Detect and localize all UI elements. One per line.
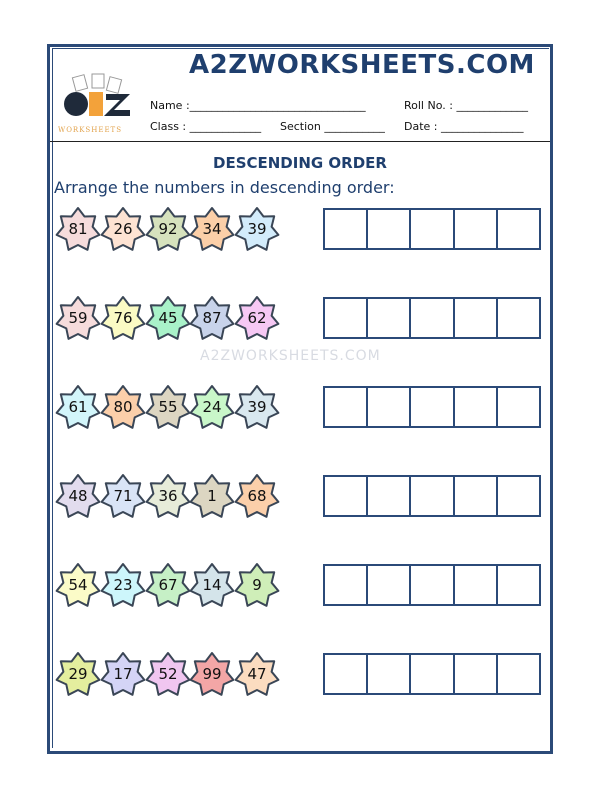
answer-box[interactable] — [325, 388, 368, 426]
number-star — [188, 650, 236, 698]
star-number: 67 — [158, 576, 178, 594]
number-star — [99, 650, 147, 698]
answer-boxes — [323, 386, 541, 428]
number-star — [233, 205, 281, 253]
instruction: Arrange the numbers in descending order: — [54, 178, 395, 197]
star-number: 14 — [202, 576, 222, 594]
answer-box[interactable] — [455, 566, 498, 604]
star-number: 48 — [68, 487, 88, 505]
answer-box[interactable] — [498, 477, 539, 515]
name-field[interactable]: Name :________________________________ — [150, 99, 366, 112]
answer-box[interactable] — [498, 299, 539, 337]
answer-box[interactable] — [455, 210, 498, 248]
answer-boxes — [323, 297, 541, 339]
number-star — [54, 205, 102, 253]
number-star — [99, 383, 147, 431]
answer-box[interactable] — [498, 655, 539, 693]
answer-box[interactable] — [368, 655, 411, 693]
answer-box[interactable] — [411, 477, 454, 515]
a2z-logo — [58, 72, 136, 126]
answer-box[interactable] — [498, 388, 539, 426]
answer-box[interactable] — [411, 655, 454, 693]
watermark: A2ZWORKSHEETS.COM — [200, 348, 381, 364]
number-star — [144, 561, 192, 609]
number-star — [54, 650, 102, 698]
answer-box[interactable] — [455, 477, 498, 515]
answer-boxes — [323, 653, 541, 695]
answer-box[interactable] — [368, 388, 411, 426]
answer-box[interactable] — [498, 210, 539, 248]
number-star — [99, 561, 147, 609]
star-number: 26 — [113, 220, 133, 238]
answer-box[interactable] — [411, 388, 454, 426]
star-number: 59 — [68, 309, 88, 327]
star-number: 36 — [158, 487, 178, 505]
answer-boxes — [323, 475, 541, 517]
answer-box[interactable] — [325, 477, 368, 515]
answer-box[interactable] — [411, 566, 454, 604]
star-number: 61 — [68, 398, 88, 416]
star-number: 39 — [247, 398, 267, 416]
number-star — [54, 383, 102, 431]
number-star — [233, 383, 281, 431]
star-number: 76 — [113, 309, 133, 327]
answer-box[interactable] — [325, 655, 368, 693]
site-title: A2ZWORKSHEETS.COM — [189, 50, 535, 80]
answer-box[interactable] — [411, 210, 454, 248]
answer-box[interactable] — [325, 299, 368, 337]
star-number: 9 — [252, 576, 262, 594]
star-number: 81 — [68, 220, 88, 238]
number-star — [144, 205, 192, 253]
star-number: 71 — [113, 487, 133, 505]
star-number: 24 — [202, 398, 222, 416]
star-number: 34 — [202, 220, 222, 238]
star-number: 54 — [68, 576, 88, 594]
answer-box[interactable] — [368, 477, 411, 515]
number-star — [233, 472, 281, 520]
number-star — [233, 650, 281, 698]
star-number: 92 — [158, 220, 178, 238]
section-field[interactable]: Section ___________ — [280, 120, 385, 133]
border-line — [52, 48, 549, 49]
number-star — [99, 472, 147, 520]
star-number: 47 — [247, 665, 267, 683]
number-star — [188, 383, 236, 431]
answer-boxes — [323, 208, 541, 250]
answer-box[interactable] — [455, 299, 498, 337]
number-star — [54, 561, 102, 609]
number-star — [144, 472, 192, 520]
date-field[interactable]: Date : _______________ — [404, 120, 524, 133]
star-number: 39 — [247, 220, 267, 238]
class-field[interactable]: Class : _____________ — [150, 120, 262, 133]
number-star — [99, 294, 147, 342]
star-number: 55 — [158, 398, 178, 416]
border-line — [52, 48, 53, 748]
answer-box[interactable] — [368, 299, 411, 337]
logo-text: WORKSHEETS — [58, 126, 123, 134]
number-star — [144, 650, 192, 698]
star-number: 99 — [202, 665, 222, 683]
number-star — [99, 205, 147, 253]
star-number: 45 — [158, 309, 178, 327]
star-number: 29 — [68, 665, 88, 683]
answer-box[interactable] — [498, 566, 539, 604]
star-number: 17 — [113, 665, 133, 683]
answer-box[interactable] — [455, 388, 498, 426]
number-star — [54, 472, 102, 520]
number-star — [188, 472, 236, 520]
number-star — [188, 561, 236, 609]
number-star — [144, 383, 192, 431]
number-star — [188, 205, 236, 253]
star-number: 23 — [113, 576, 133, 594]
answer-box[interactable] — [455, 655, 498, 693]
number-star — [144, 294, 192, 342]
number-star — [54, 294, 102, 342]
answer-box[interactable] — [368, 210, 411, 248]
answer-box[interactable] — [325, 566, 368, 604]
number-star — [233, 294, 281, 342]
star-number: 1 — [207, 487, 217, 505]
star-number: 80 — [113, 398, 133, 416]
roll-number-field[interactable]: Roll No. : _____________ — [404, 99, 528, 112]
answer-box[interactable] — [368, 566, 411, 604]
answer-box[interactable] — [325, 210, 368, 248]
star-number: 68 — [247, 487, 267, 505]
star-number: 62 — [247, 309, 267, 327]
answer-box[interactable] — [411, 299, 454, 337]
answer-boxes — [323, 564, 541, 606]
star-number: 52 — [158, 665, 178, 683]
worksheet-title: DESCENDING ORDER — [213, 154, 387, 172]
header-divider — [50, 141, 550, 142]
number-star — [188, 294, 236, 342]
star-number: 87 — [202, 309, 222, 327]
number-star — [233, 561, 281, 609]
